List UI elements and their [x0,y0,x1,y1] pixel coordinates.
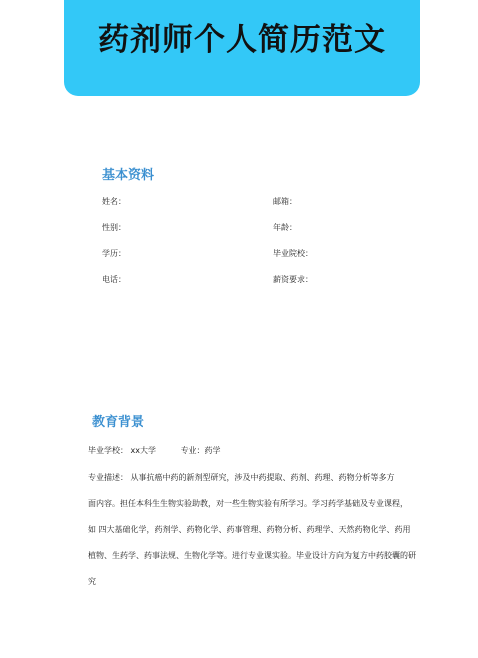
graduate-school-text: 毕业学校： xx大学 [88,446,157,455]
page-title: 药剂师个人简历范文 [98,22,386,58]
education-label: 学历： [102,249,126,258]
gender-label: 性别： [102,223,126,232]
description-line: 植物、生药学、药事法规、生物化学等。进行专业课实验。毕业设计方向为复方中药胶囊的研 [88,551,416,560]
name-label: 姓名： [102,197,126,206]
school-label: 毕业院校： [273,249,313,258]
age-label: 年龄： [273,223,297,232]
description-line: 专业描述： 从事抗癌中药的新剂型研究，涉及中药提取、药剂、药理、药物分析等多方 [88,473,395,482]
major-text: 专业：药学 [180,446,221,455]
description-line: 究 [88,577,96,586]
title-banner [64,0,420,96]
education-school-row [88,446,221,456]
description-line: 如 四大基础化学，药剂学、药物化学、药事管理、药物分析、药理学、天然药物化学、药用 [88,525,411,534]
email-label: 邮箱： [273,197,297,206]
description-line: 面内容。担任本科生生物实验助教，对一些生物实验有所学习。学习药学基础及专业课程， [88,499,408,508]
basic-info-heading: 基本资料 [102,168,155,183]
education-heading: 教育背景 [92,415,145,430]
salary-label: 薪资要求： [273,275,313,284]
phone-label: 电话： [102,275,126,284]
